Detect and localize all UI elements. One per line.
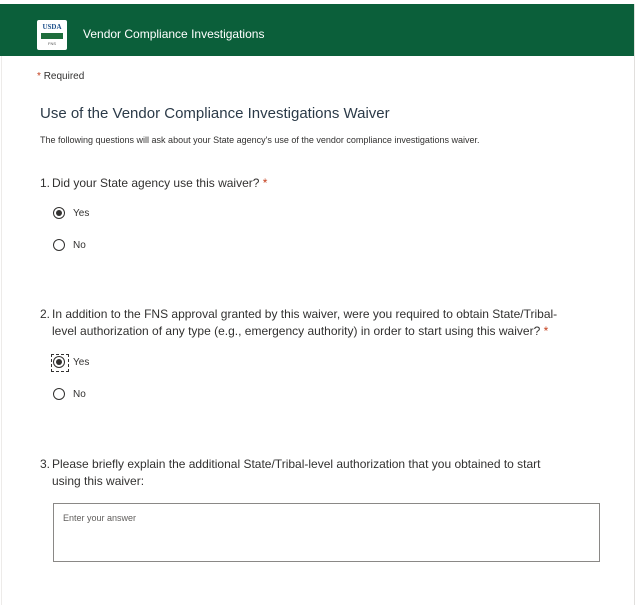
question-1 <box>40 175 267 192</box>
scrollbar-track <box>634 4 635 605</box>
question-2 <box>40 306 610 340</box>
focus-outline <box>51 354 69 372</box>
question-2-option-yes[interactable] <box>53 354 89 370</box>
question-text <box>40 306 610 340</box>
question-2-text-line-2-content: level authorization of any type (e.g., emergency authority) in order to start using this waiver? <box>52 324 541 338</box>
answer-input[interactable] <box>53 503 600 562</box>
option-label: Yes <box>73 207 90 219</box>
question-1-option-yes[interactable] <box>53 205 89 221</box>
question-text <box>40 175 267 192</box>
section-title: Use of the Vendor Compliance Investigations Waiver <box>40 105 390 122</box>
radio-button[interactable] <box>53 388 65 400</box>
question-2-text-line-2 <box>52 323 610 340</box>
question-3-text-line-2: using this waiver: <box>52 474 145 488</box>
left-border <box>1 56 2 605</box>
question-2-text-line-1: In addition to the FNS approval granted by this waiver, were you required to obtain State/Tribal- <box>52 307 558 321</box>
required-star: * <box>543 324 549 338</box>
required-star: * <box>37 71 41 82</box>
option-label: No <box>73 239 86 251</box>
answer-placeholder: Enter your answer <box>63 513 137 523</box>
question-number: 3. <box>40 457 51 471</box>
required-label: Required <box>43 71 85 82</box>
question-1-option-no[interactable] <box>53 237 86 253</box>
form-header <box>0 4 634 56</box>
fns-logo-text: FNS <box>48 41 56 46</box>
section-description: The following questions will ask about your State agency's use of the vendor compliance investigations waiver. <box>40 135 480 145</box>
usda-logo-text: USDA <box>42 23 62 31</box>
question-number: 2. <box>40 307 51 321</box>
required-note <box>37 71 84 82</box>
question-2-option-no[interactable] <box>53 386 86 402</box>
radio-button[interactable] <box>53 239 65 251</box>
option-label: No <box>73 388 86 400</box>
form-title: Vendor Compliance Investigations <box>83 27 265 41</box>
usda-logo-bar <box>41 33 63 39</box>
radio-button[interactable] <box>53 207 65 219</box>
required-star: * <box>262 176 268 190</box>
question-number: 1. <box>40 176 51 190</box>
option-label: Yes <box>73 356 90 368</box>
radio-button[interactable] <box>53 356 65 368</box>
question-3-text-line-1: Please briefly explain the additional State/Tribal-level authorization that you obtained to start <box>52 457 541 471</box>
question-text <box>40 456 610 490</box>
question-1-text: Did your State agency use this waiver? <box>52 176 260 190</box>
usda-logo <box>37 20 67 50</box>
question-3 <box>40 456 610 490</box>
